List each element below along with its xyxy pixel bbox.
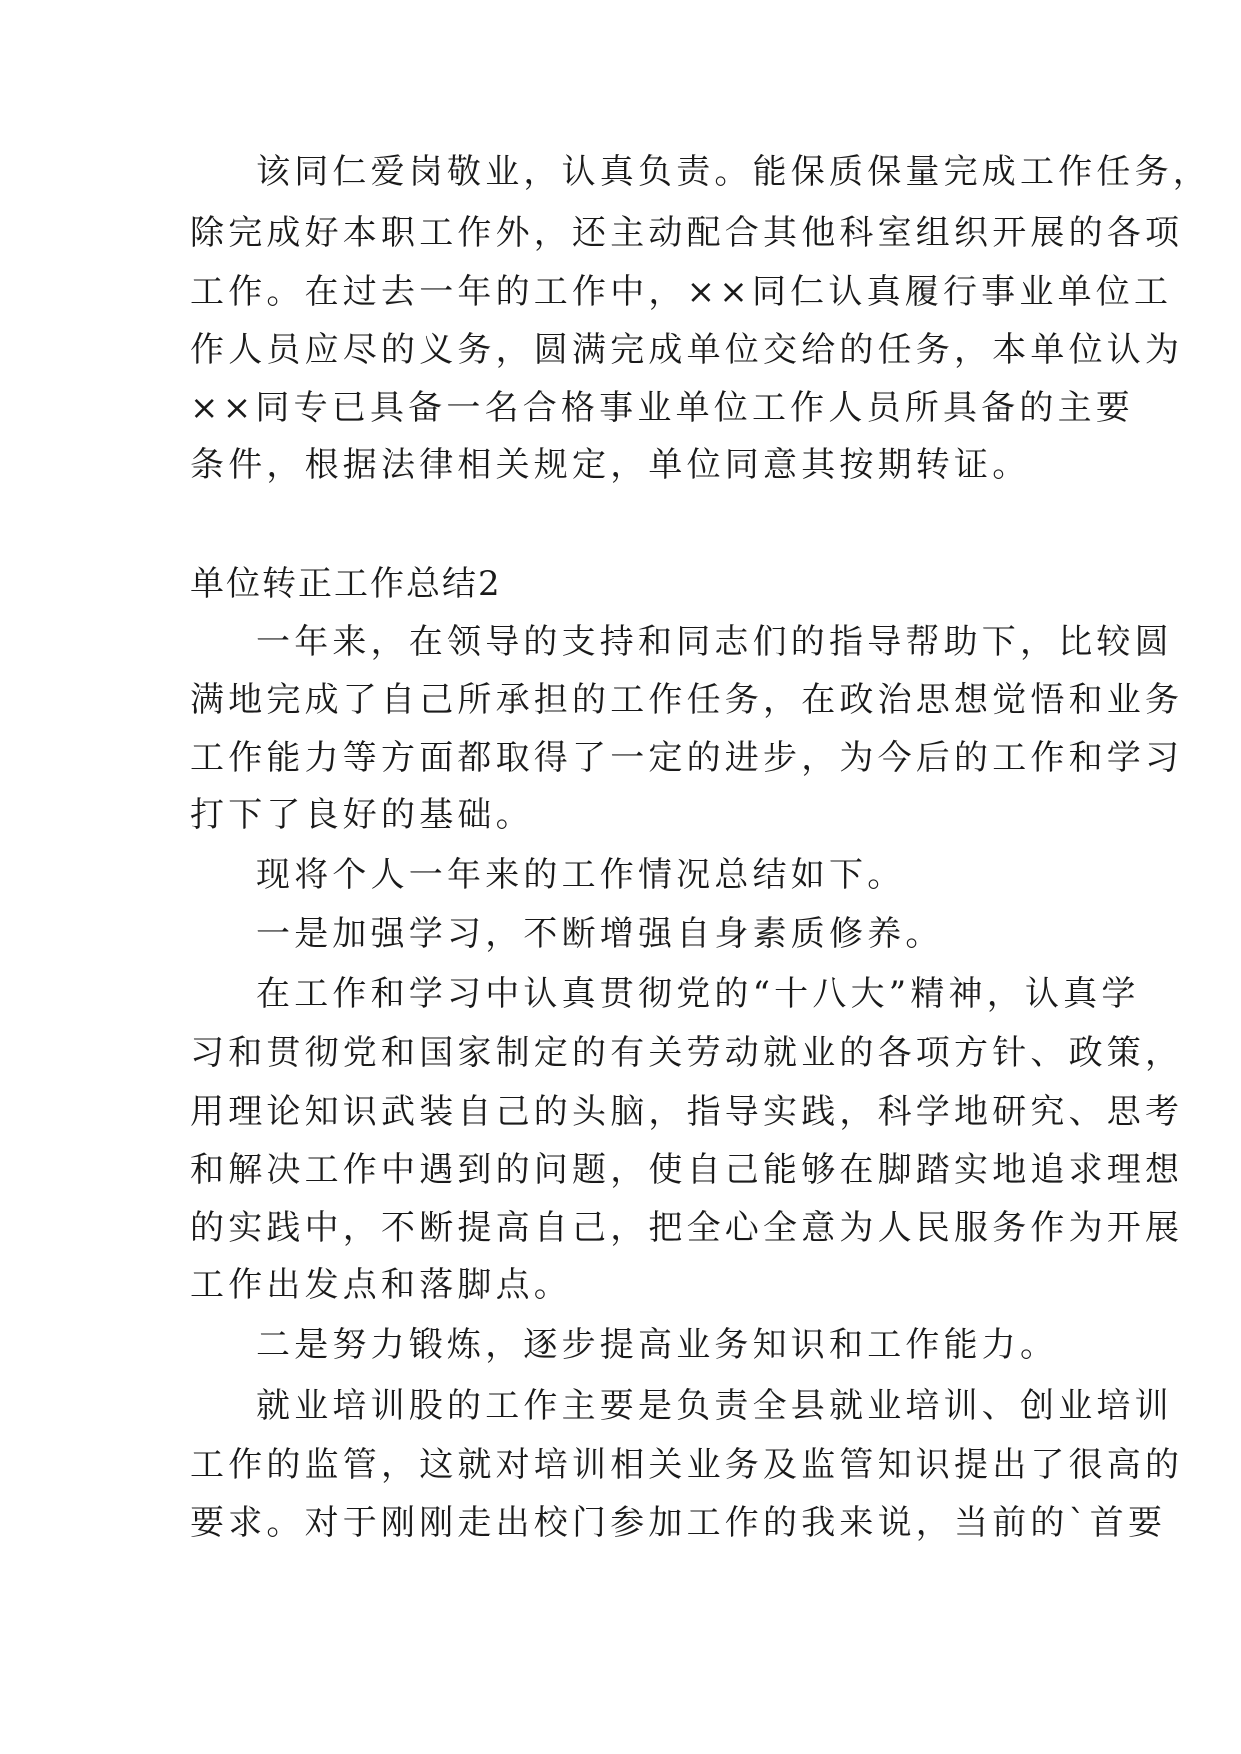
paragraph-line: 习和贯彻党和国家制定的有关劳动就业的各项方针、政策， bbox=[190, 1033, 1184, 1073]
paragraph-line: 现将个人一年来的工作情况总结如下。 bbox=[256, 855, 906, 895]
paragraph-line: 和解决工作中遇到的问题，使自己能够在脚踏实地追求理想 bbox=[190, 1150, 1184, 1190]
paragraph-line: ××同专已具备一名合格事业单位工作人员所具备的主要 bbox=[190, 388, 1134, 428]
paragraph-line: 要求。对于刚刚走出校门参加工作的我来说，当前的`首要 bbox=[190, 1503, 1167, 1543]
paragraph-line: 工作的监管，这就对培训相关业务及监管知识提出了很高的 bbox=[190, 1445, 1184, 1485]
paragraph-line: 作人员应尽的义务，圆满完成单位交给的任务，本单位认为 bbox=[190, 330, 1184, 370]
paragraph-line: 二是努力锻炼，逐步提高业务知识和工作能力。 bbox=[256, 1325, 1059, 1365]
paragraph-line: 打下了良好的基础。 bbox=[190, 795, 534, 835]
paragraph-line: 就业培训股的工作主要是负责全县就业培训、创业培训 bbox=[256, 1386, 1173, 1426]
paragraph-line: 工作能力等方面都取得了一定的进步，为今后的工作和学习 bbox=[190, 738, 1184, 778]
paragraph-line: 在工作和学习中认真贯彻党的“十八大”精神，认真学 bbox=[256, 974, 1140, 1014]
paragraph-line: 该同仁爱岗敬业，认真负责。能保质保量完成工作任务， bbox=[256, 152, 1211, 192]
paragraph-line: 的实践中，不断提高自己，把全心全意为人民服务作为开展 bbox=[190, 1208, 1184, 1248]
paragraph-line: 条件，根据法律相关规定，单位同意其按期转证。 bbox=[190, 445, 1031, 485]
paragraph-line: 除完成好本职工作外，还主动配合其他科室组织开展的各项 bbox=[190, 213, 1184, 253]
section-heading: 单位转正工作总结2 bbox=[190, 564, 502, 604]
paragraph-line: 一是加强学习，不断增强自身素质修养。 bbox=[256, 914, 944, 954]
paragraph-line: 满地完成了自己所承担的工作任务，在政治思想觉悟和业务 bbox=[190, 680, 1184, 720]
paragraph-line: 工作。在过去一年的工作中，××同仁认真履行事业单位工 bbox=[190, 272, 1173, 312]
paragraph-line: 工作出发点和落脚点。 bbox=[190, 1265, 572, 1305]
paragraph-line: 一年来，在领导的支持和同志们的指导帮助下，比较圆 bbox=[256, 622, 1173, 662]
paragraph-line: 用理论知识武装自己的头脑，指导实践，科学地研究、思考 bbox=[190, 1092, 1184, 1132]
